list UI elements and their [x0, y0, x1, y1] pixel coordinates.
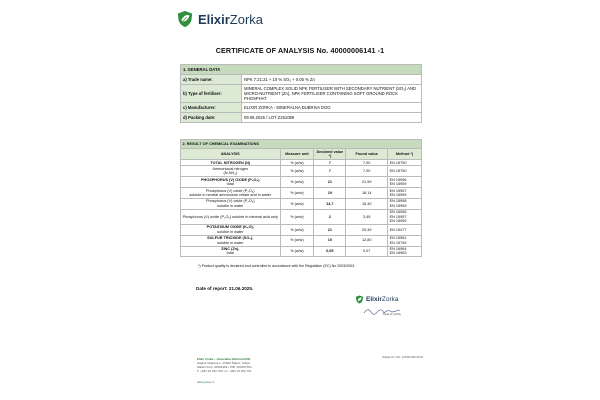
method-cell: EN 15750 — [388, 166, 422, 177]
analysis-name: Phosphorus (V) oxide (P₂O₅) soluble in mineral acid only — [182, 214, 278, 219]
analysis-name: TOTAL NITROGEN (N) — [210, 160, 251, 165]
analysis-cell — [181, 166, 281, 177]
company-website-link[interactable]: elixirgroup.rs — [197, 380, 215, 384]
found-cell: 18,14 — [346, 188, 388, 199]
table-row — [181, 224, 422, 235]
col-header-declared: Declared value *) — [314, 149, 346, 160]
shield-leaf-icon — [176, 10, 194, 28]
analysis-name: Phosphorus (V) oxide (P₂O₅) — [205, 199, 255, 204]
analysis-name: SULFUR TRIOXIDE (SO₃), — [207, 236, 254, 241]
stamp-brand: ElixirZorka — [366, 296, 399, 303]
analysis-subtext: soluble in water — [217, 229, 244, 234]
chemical-rows — [181, 160, 422, 257]
chemical-section-title: 2. RESULT OF CHEMICAL EXAMINATIONS — [181, 140, 422, 149]
unit-cell: % (w/w) — [280, 235, 314, 246]
analysis-name: Ammoniacal nitrogen — [212, 166, 249, 171]
table-row — [181, 209, 422, 224]
table-row — [181, 246, 422, 257]
col-header-analysis: ANALYSIS — [181, 149, 281, 160]
analysis-name: ZINC (Zn), — [221, 247, 240, 251]
analysis-cell — [181, 224, 281, 235]
table-row — [181, 198, 422, 209]
declared-cell: 21 — [314, 177, 346, 188]
declared-cell: 10 — [314, 235, 346, 246]
company-footer — [197, 357, 252, 384]
analysis-name: POTASSIUM OXIDE (K₂O), — [206, 225, 254, 230]
found-cell: 21,59 — [346, 177, 388, 188]
analysis-cell — [181, 177, 281, 188]
table-row — [181, 166, 422, 177]
found-cell: 7,00 — [346, 160, 388, 166]
analysis-cell — [181, 209, 281, 224]
unit-cell: % (w/w) — [280, 209, 314, 224]
found-cell: 7,00 — [346, 166, 388, 177]
table-row — [181, 235, 422, 246]
declared-cell: 7 — [314, 160, 346, 166]
method-cell: EN 15477 — [388, 224, 422, 235]
declared-cell: 19 — [314, 188, 346, 199]
found-cell: 0,07 — [346, 246, 388, 257]
declared-cell: 7 — [314, 166, 346, 177]
method-cell: EN 15956 EN 15959 — [388, 177, 422, 188]
unit-cell: % (w/w) — [280, 166, 314, 177]
analysis-subtext: soluble in water — [217, 203, 244, 208]
document-reference: Izdanje 01 / Obr. Q-5033-005-01/18 — [382, 356, 423, 359]
col-header-unit: Measure unit — [280, 149, 314, 160]
table-row — [181, 188, 422, 199]
unit-cell: % (w/w) — [280, 160, 314, 166]
unit-cell: % (w/w) — [280, 177, 314, 188]
analysis-subtext: soluble in neutral ammonium citrate and in water — [189, 192, 272, 197]
method-cell: EN 16964 EN 16963 — [388, 246, 422, 257]
method-cell: EN 15957 EN 15959 — [388, 188, 422, 199]
analysis-name: PHOSPHORUS (V) OXIDE (P₂O₅) — [201, 177, 260, 182]
found-cell: 3,45 — [346, 209, 388, 224]
report-date: Date of report: 21.06.2025. — [196, 286, 254, 291]
unit-cell: % (w/w) — [280, 246, 314, 257]
company-phone: T: +381 15 352 700 • F: +381 15 352 761 — [197, 369, 252, 373]
found-cell: 15,40 — [346, 198, 388, 209]
brand-name: ElixirZorka — [198, 11, 264, 27]
unit-cell: % (w/w) — [280, 224, 314, 235]
analysis-cell — [181, 246, 281, 257]
found-cell: 20,49 — [346, 224, 388, 235]
analysis-name: Phosphorus (V) oxide (P₂O₅) — [205, 188, 255, 193]
chemical-results-table — [180, 139, 422, 257]
analysis-subtext: soluble in water — [217, 240, 244, 245]
analysis-cell — [181, 188, 281, 199]
analysis-subtext: total — [226, 251, 234, 256]
analysis-subtext: (N-NH₄) — [223, 171, 238, 176]
general-data-table — [180, 64, 422, 123]
company-logo — [176, 10, 263, 28]
analysis-cell — [181, 235, 281, 246]
certificate-title: CERTIFICATE OF ANALYSIS No. 40000006141 -1 — [215, 46, 385, 55]
unit-cell: % (w/w) — [280, 188, 314, 199]
declared-cell: 0,05 — [314, 246, 346, 257]
method-cell: EN 15958 EN 15959 — [388, 198, 422, 209]
method-cell: EN 15956 EN 15957 EN 15959 — [388, 209, 422, 224]
table-row — [181, 177, 422, 188]
company-name: Elixir Zorka – mineralna đubriva DOO — [197, 357, 251, 361]
col-header-found: Found value — [346, 149, 388, 160]
unit-cell: % (w/w) — [280, 198, 314, 209]
declared-cell: 14,7 — [314, 198, 346, 209]
declared-cell: 2 — [314, 209, 346, 224]
general-row-packing-date: d) Packing date: 09.06.2025 / LOT Z251089 — [181, 113, 422, 123]
declared-cell: 21 — [314, 224, 346, 235]
method-cell: EN 15961 EN 15749 — [388, 235, 422, 246]
col-header-method: Method *) — [388, 149, 422, 160]
company-registration: Matični broj: 20054469 • PIB: 103257064 — [197, 365, 252, 369]
general-row-trade-name: a) Trade name: NPK 7:21:21 + 10 % SO₃ + 0.05 % Zn — [181, 75, 422, 85]
footnote: *) Product quality is declared and controlled in accordance with the Regulation (EC) No 2003/2003. — [198, 264, 356, 268]
found-cell: 12,80 — [346, 235, 388, 246]
analysis-subtext: total — [226, 182, 234, 187]
shield-leaf-icon — [355, 295, 364, 304]
analysis-cell — [181, 198, 281, 209]
table-header-row — [181, 149, 422, 160]
stamp-note: Head of Quality — [383, 313, 401, 316]
general-row-manufacturer: c) Manufacturer: ELIXIR ZORKA - MINERALNA ĐUBRIVA DOO — [181, 103, 422, 113]
quality-stamp — [355, 295, 399, 304]
general-row-fertiliser-type: b) Type of fertiliser: MINERAL COMPLEX SOLID NPK FERTILISER WITH SECONDARY NUTRIENT (SO₃) AND MICRO-NUTRIENT (Zn), NPK FERTILISER CONTAINING SOFT GROUND ROCK PHOSPHAT — [181, 85, 422, 103]
general-section-title: 1. GENERAL DATA — [181, 65, 422, 75]
method-cell: EN 15750 — [388, 160, 422, 166]
company-address: Hajduk Veljkova 1, 15000 Šabac, Srbija — [197, 361, 250, 365]
